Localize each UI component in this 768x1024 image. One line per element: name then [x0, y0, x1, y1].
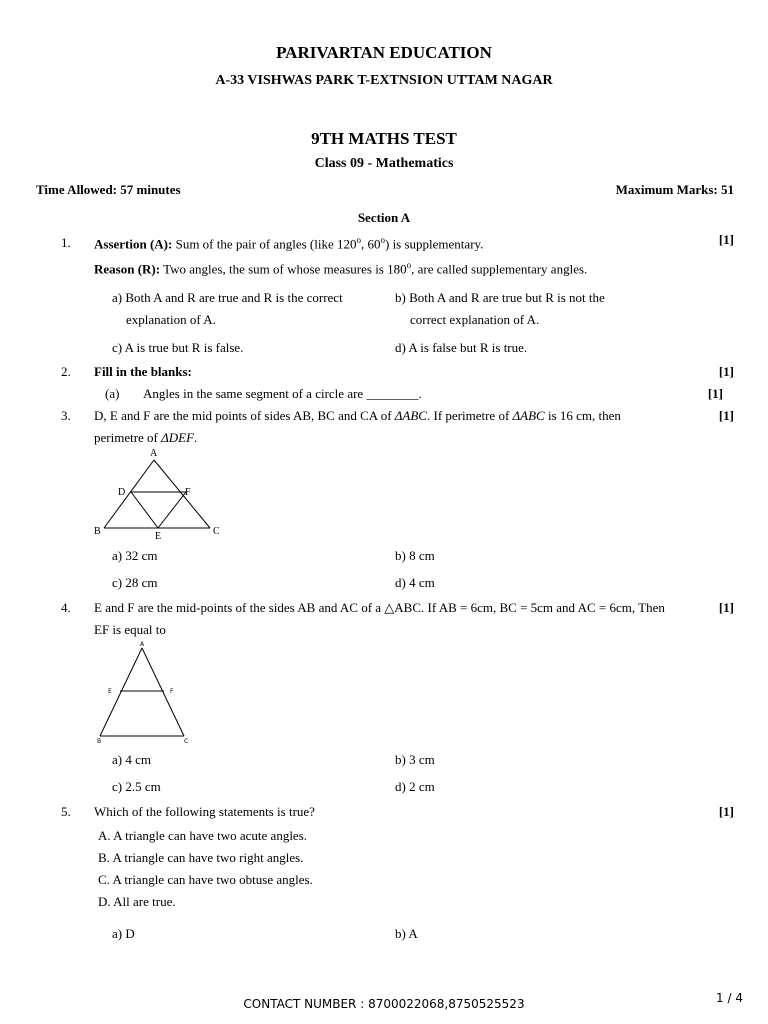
- vertex-label-f: F: [185, 487, 191, 498]
- test-title: 9TH MATHS TEST: [311, 129, 457, 148]
- question-text: Fill in the blanks:: [94, 364, 192, 379]
- reason-label: Reason (R):: [94, 261, 161, 277]
- question-number: 3.: [61, 408, 71, 423]
- option-c[interactable]: c) A is true but R is false.: [112, 340, 244, 355]
- reason-text: Reason (R): Two angles, the sum of whose measures is 180$^o$, are called supplementary angles.: [94, 260, 588, 277]
- vertex-label-a: A: [150, 448, 158, 459]
- vertex-label-e: E: [155, 531, 162, 542]
- question-marks: [1]: [718, 408, 734, 423]
- option-d[interactable]: d) 4 cm: [395, 575, 435, 590]
- triangle-figure-ef: [92, 640, 196, 746]
- question-marks: [1]: [718, 232, 734, 247]
- option-a[interactable]: a) Both A and R are true and R is the correct: [112, 290, 343, 305]
- vertex-label-f: F: [170, 688, 174, 695]
- question-number: 5.: [61, 804, 71, 819]
- side-ab: [104, 460, 154, 528]
- side-ac: [154, 460, 210, 528]
- question-text: D, E and F are the mid points of sides AB, BC and CA of ΔABC. If perimetre of ΔABC is 16 cm, then: [94, 408, 621, 423]
- option-a[interactable]: a) 32 cm: [112, 548, 158, 563]
- vertex-label-c: C: [213, 526, 220, 537]
- option-c[interactable]: c) 28 cm: [112, 575, 158, 590]
- question-text: Which of the following statements is true?: [94, 804, 315, 819]
- vertex-label-d: D: [118, 487, 126, 498]
- segment-de: [131, 492, 158, 528]
- option-b[interactable]: b) 8 cm: [395, 548, 435, 563]
- sub-question-text: Angles in the same segment of a circle are ________.: [143, 386, 422, 401]
- vertex-label-b: B: [97, 738, 102, 745]
- class-subject: Class 09 - Mathematics: [314, 156, 454, 171]
- question-text-continued: EF is equal to: [94, 622, 166, 637]
- contact-number: CONTACT NUMBER : 8700022068,8750525523: [243, 997, 525, 1011]
- option-a[interactable]: a) 4 cm: [112, 752, 151, 767]
- institute-name: PARIVARTAN EDUCATION: [276, 43, 492, 62]
- vertex-label-c: C: [184, 738, 189, 745]
- section-heading: Section A: [357, 210, 411, 225]
- vertex-label-b: B: [94, 526, 101, 537]
- assertion-label: Assertion (A):: [94, 236, 173, 252]
- sub-question-marks: [1]: [707, 386, 723, 401]
- question-number: 4.: [61, 600, 71, 615]
- side-ac: [142, 648, 184, 736]
- question-marks: [1]: [718, 804, 734, 819]
- triangle-figure-def: [92, 446, 224, 542]
- vertex-label-a: A: [140, 641, 145, 648]
- segment-ef: [158, 492, 186, 528]
- question-text: E and F are the mid-points of the sides AB and AC of a △ABC. If AB = 6cm, BC = 5cm and AC = 6cm, Then: [94, 600, 665, 615]
- question-marks: [1]: [718, 600, 734, 615]
- question-number: 2.: [61, 364, 71, 379]
- option-b[interactable]: b) A: [395, 926, 418, 941]
- statement-c: C. A triangle can have two obtuse angles.: [98, 872, 313, 887]
- vertex-label-e: E: [108, 688, 112, 695]
- question-number: 1.: [61, 235, 71, 250]
- statement-b: B. A triangle can have two right angles.: [98, 850, 304, 865]
- side-ab: [100, 648, 142, 736]
- maximum-marks: Maximum Marks: 51: [615, 182, 734, 197]
- statement-a: A. A triangle can have two acute angles.: [98, 828, 308, 843]
- option-a[interactable]: a) D: [112, 926, 135, 941]
- question-text-continued: perimetre of ΔDEF.: [94, 430, 198, 445]
- sub-question-label: (a): [105, 386, 120, 401]
- time-allowed: Time Allowed: 57 minutes: [36, 182, 181, 197]
- institute-address: A-33 VISHWAS PARK T-EXTNSION UTTAM NAGAR: [215, 73, 553, 88]
- option-a-continued: explanation of A.: [126, 312, 216, 327]
- option-b[interactable]: b) 3 cm: [395, 752, 435, 767]
- statement-d: D. All are true.: [98, 894, 176, 909]
- option-c[interactable]: c) 2.5 cm: [112, 779, 161, 794]
- option-d[interactable]: d) 2 cm: [395, 779, 435, 794]
- page-number: 1 / 4: [716, 991, 743, 1005]
- option-b-continued: correct explanation of A.: [410, 312, 540, 327]
- option-d[interactable]: d) A is false but R is true.: [395, 340, 528, 355]
- question-marks: [1]: [718, 364, 734, 379]
- assertion-text: Assertion (A): Sum of the pair of angles (like 120$^o$, 60$^o$) is supplementary.: [94, 235, 484, 252]
- option-b[interactable]: b) Both A and R are true but R is not the: [395, 290, 605, 305]
